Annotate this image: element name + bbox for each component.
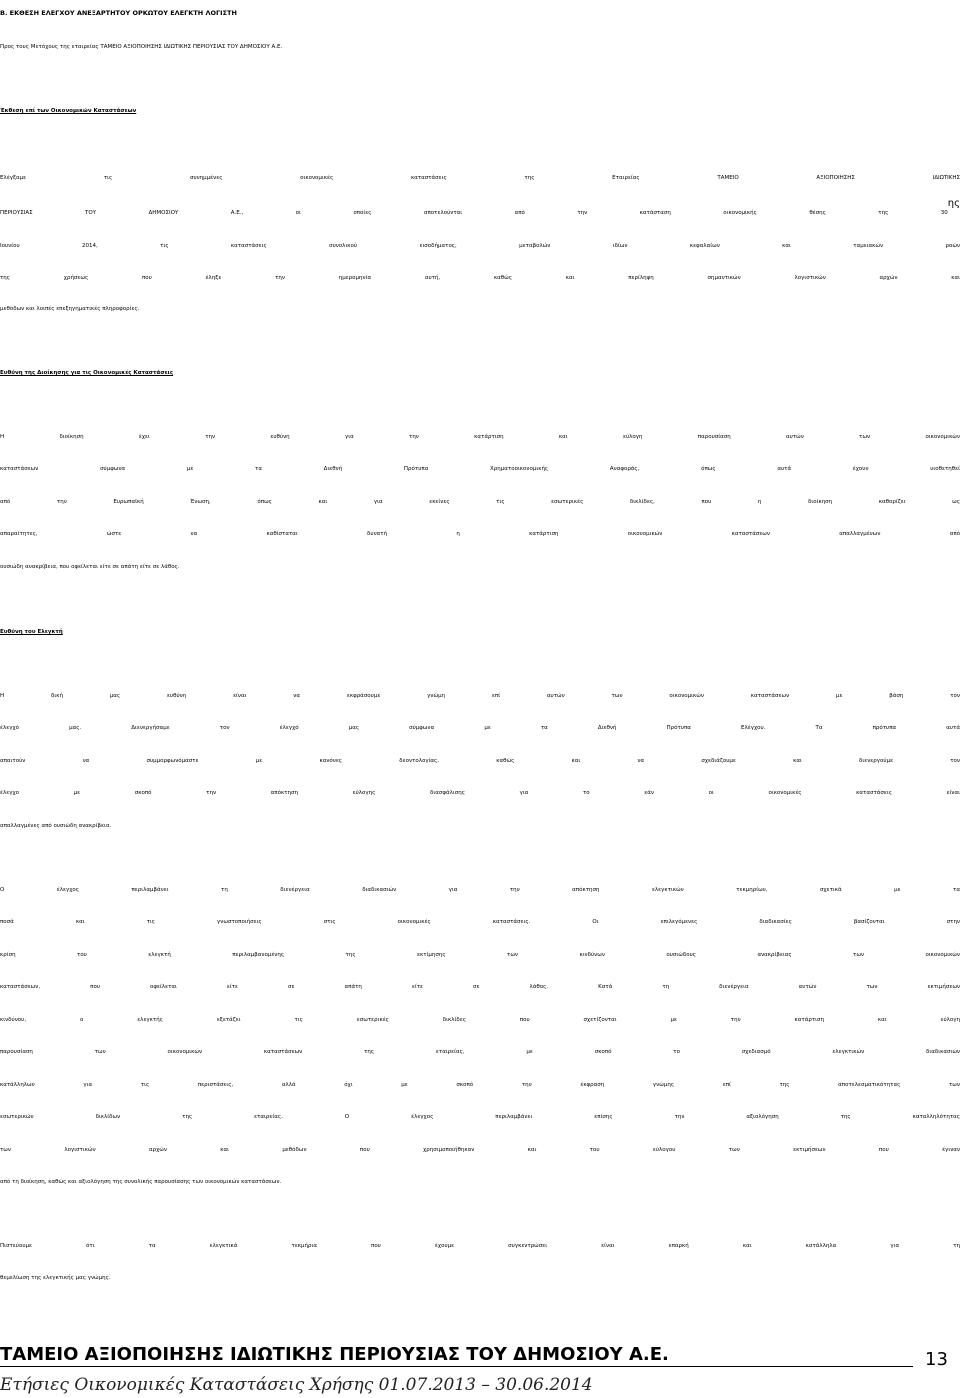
management-line-4: απαραίτητες, ώστε να καθίσταται δυνατή η κατάρτιση οικονομικών καταστάσεων απαλλαγμένων από bbox=[0, 531, 960, 537]
auditor-p2-line-1: Ο έλεγχος περιλαμβάνει τη διενέργεια διαδικασιών για την απόκτηση ελεγκτικών τεκμηρίων, σχετικά με τα bbox=[0, 887, 960, 893]
intro-line-1: Ελέγξαμε τις συνημμένες οικονομικές καταστάσεις της Εταιρείας ΤΑΜΕΙΟ ΑΞΙΟΠΟΙΗΣΗΣ ΙΔΙΩΤΙΚΗΣ bbox=[0, 175, 960, 181]
addressee-line: Προς τους Μετόχους της εταιρείας ΤΑΜΕΙΟ ΑΞΙΟΠΟΙΗΣΗΣ ΙΔΙΩΤΙΚΗΣ ΠΕΡΙΟΥΣΙΑΣ ΤΟΥ ΔΗΜΟΣΙΟΥ Α.Ε. bbox=[0, 44, 283, 50]
auditor-p2-line-10: από τη διοίκηση, καθώς και αξιολόγηση της συνολικής παρουσίασης των οικονομικών καταστάσεων. bbox=[0, 1179, 282, 1185]
auditor-p1-line-5: απαλλαγμένες από ουσιώδη ανακρίβεια. bbox=[0, 823, 112, 829]
auditor-p3-line-1: Πιστεύουμε ότι τα ελεγκτικά τεκμήρια που έχουμε συγκεντρώσει είναι επαρκή και κατάλληλα για τη bbox=[0, 1243, 960, 1249]
management-heading: Ευθύνη της Διοίκησης για τις Οικονομικές Καταστάσεις bbox=[0, 370, 174, 376]
auditor-p1-line-1: Η δική μας ευθύνη είναι να εκφράσουμε γνώμη επί αυτών των οικονομικών καταστάσεων με βάση τον bbox=[0, 693, 960, 699]
auditor-p2-line-5: κινδύνου, ο ελεγκτής εξετάζει τις εσωτερικές δικλίδες που σχετίζονται με την κατάρτιση και εύλογη bbox=[0, 1017, 960, 1023]
auditor-p2-line-6: παρουσίαση των οικονομικών καταστάσεων της εταιρείας, με σκοπό το σχεδιασμό ελεγκτικών διαδικασιών bbox=[0, 1049, 960, 1055]
report-heading: Έκθεση επί των Οικονομικών Καταστάσεων bbox=[0, 108, 137, 114]
page-number: 13 bbox=[925, 1349, 948, 1370]
intro-line-2: ΠΕΡΙΟΥΣΙΑΣ ΤΟΥ ΔΗΜΟΣΙΟΥ Α.Ε., οι οποίες αποτελούνται από την κατάσταση οικονομικής θέσης της $30^{\eta\varsigma}$ bbox=[0, 198, 960, 216]
intro-superscript: ης bbox=[947, 198, 960, 209]
management-line-5: ουσιώδη ανακρίβεια, που οφείλεται είτε σε απάτη είτε σε λάθος. bbox=[0, 564, 180, 570]
intro-line-4: της χρήσεως που έληξε την ημερομηνία αυτή, καθώς και περίληψη σημαντικών λογιστικών αρχών και bbox=[0, 275, 960, 281]
auditor-p2-line-7: κατάλληλων για τις περιστάσεις, αλλά όχι με σκοπό την έκφραση γνώμης επί της αποτελεσματικότητας των bbox=[0, 1082, 960, 1088]
auditor-p2-line-3: κρίση του ελεγκτή περιλαμβανομένης της εκτίμησης των κινδύνων ουσιώδους ανακρίβειας των οικονομικών bbox=[0, 952, 960, 958]
auditor-p2-line-8: εσωτερικών δικλίδων της εταιρείας. Ο έλεγχος περιλαμβάνει επίσης την αξιολόγηση της καταλληλότητας bbox=[0, 1114, 960, 1120]
section-title: B. ΕΚΘΕΣΗ ΕΛΕΓΧΟΥ ΑΝΕΞΑΡΤΗΤΟΥ ΟΡΚΩΤΟΥ ΕΛΕΓΚΤΗ ΛΟΓΙΣΤΗ bbox=[0, 9, 237, 17]
footer-company-name: ΤΑΜΕΙΟ ΑΞΙΟΠΟΙΗΣΗΣ ΙΔΙΩΤΙΚΗΣ ΠΕΡΙΟΥΣΙΑΣ ΤΟΥ ΔΗΜΟΣΙΟΥ Α.Ε. bbox=[0, 1344, 669, 1365]
auditor-p1-line-3: απαιτούν να συμμορφωνόμαστε με κανόνες δεοντολογίας, καθώς και να σχεδιάζουμε και διενεργούμε τον bbox=[0, 758, 960, 764]
management-line-2: καταστάσεων σύμφωνα με τα Διεθνή Πρότυπα Χρηματοοικονομικής Αναφοράς, όπως αυτά έχουν υιοθετηθεί bbox=[0, 466, 960, 472]
intro-line-5: μεθόδων και λοιπές επεξηγηματικές πληροφορίες. bbox=[0, 306, 140, 312]
intro-line-3: Ιουνίου 2014, τις καταστάσεις συνολικού εισοδήματος, μεταβολών ιδίων κεφαλαίων και ταμειακών ροών bbox=[0, 243, 960, 249]
auditor-p2-line-9: των λογιστικών αρχών και μεθόδων που χρησιμοποιήθηκαν και του εύλογου των εκτιμήσεων που έγιναν bbox=[0, 1147, 960, 1153]
auditor-p2-line-4: καταστάσεων, που οφείλεται είτε σε απάτη είτε σε λάθος. Κατά τη διενέργεια αυτών των εκτιμήσεων bbox=[0, 984, 960, 990]
auditor-p2-line-2: ποσά και τις γνωστοποιήσεις στις οικονομικές καταστάσεις. Οι επιλεγόμενες διαδικασίες βασίζονται στην bbox=[0, 919, 960, 925]
footer-subtitle: Ετήσιες Οικονομικές Καταστάσεις Χρήσης 01.07.2013 – 30.06.2014 bbox=[0, 1375, 593, 1395]
auditor-p1-line-4: έλεγχο με σκοπό την απόκτηση εύλογης διασφάλισης για το εάν οι οικονομικές καταστάσεις είναι bbox=[0, 790, 960, 796]
auditor-heading: Ευθύνη του Ελεγκτή bbox=[0, 629, 63, 635]
auditor-p1-line-2: έλεγχό μας. Διενεργήσαμε τον έλεγχό μας σύμφωνα με τα Διεθνή Πρότυπα Ελέγχου. Τα πρότυπα αυτά bbox=[0, 725, 960, 731]
auditor-p3-line-2: θεμελίωση της ελεγκτικής μας γνώμης. bbox=[0, 1275, 111, 1281]
management-line-3: από την Ευρωπαϊκή Ένωση, όπως και για εκείνες τις εσωτερικές δικλίδες, που η διοίκηση καθορίζει ως bbox=[0, 499, 960, 505]
footer-divider bbox=[0, 1366, 913, 1367]
management-line-1: Η διοίκηση έχει την ευθύνη για την κατάρτιση και εύλογη παρουσίαση αυτών των οικονομικών bbox=[0, 434, 960, 440]
